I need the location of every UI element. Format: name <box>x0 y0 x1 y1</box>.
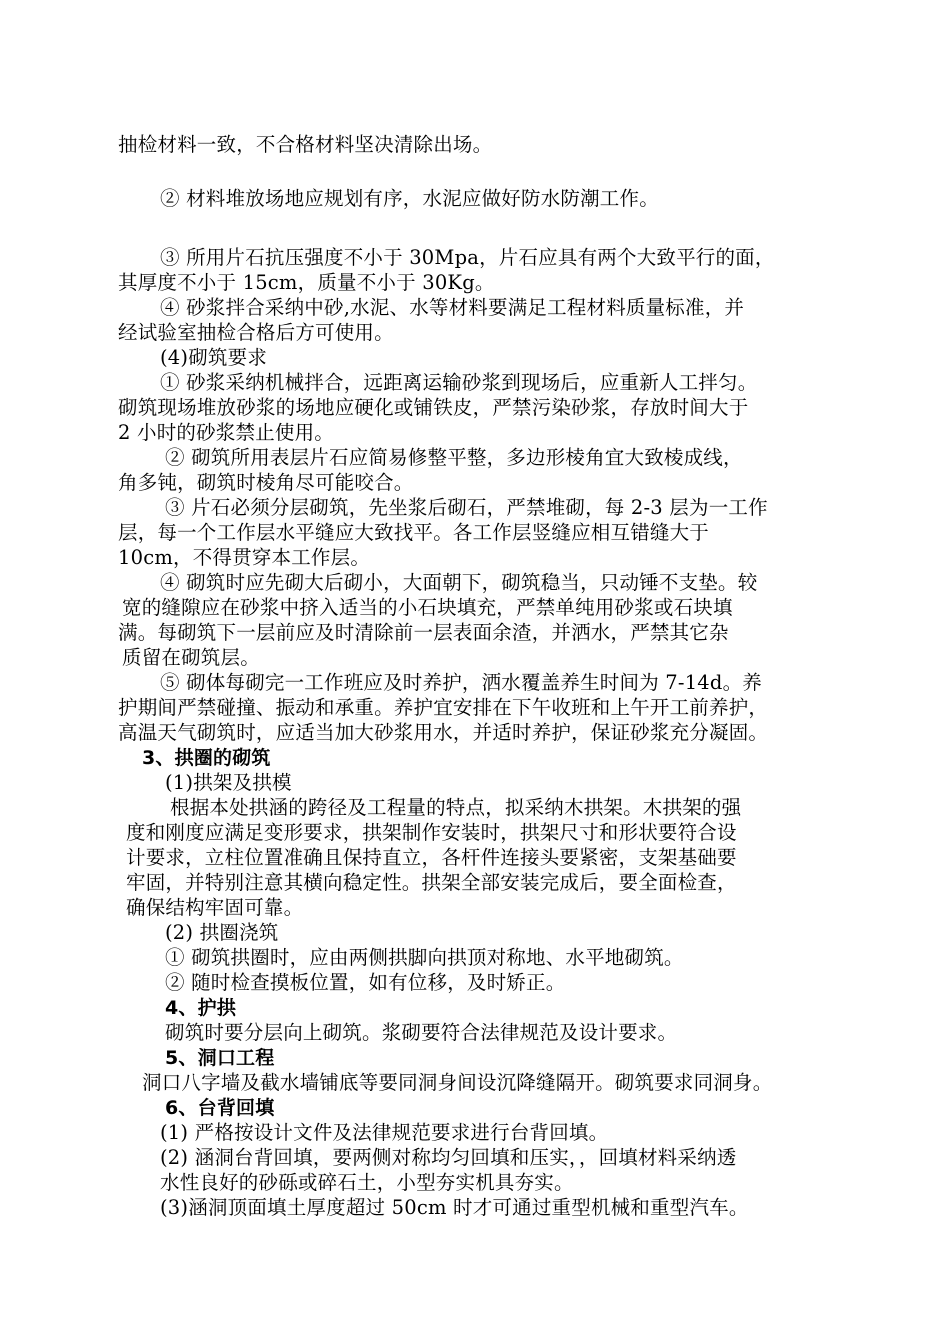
text-line: 水性良好的砂砾或碎石土，小型夯实机具夯实。 <box>160 1171 574 1194</box>
text-line: 高温天气砌筑时，应适当加大砂浆用水，并适时养护，保证砂浆充分凝固。 <box>118 721 769 744</box>
text-line: 牢固，并特别注意其横向稳定性。拱架全部安装完成后，要全面检查， <box>126 871 737 894</box>
text-line: 护期间严禁碰撞、振动和承重。养护宜安排在下午收班和上午开工前养护， <box>118 696 769 719</box>
text-line: ⑤ 砌体每砌完一工作班应及时养护，洒水覆盖养生时间为 7-14d。养 <box>160 671 762 694</box>
text-line: ③ 所用片石抗压强度不小于 30Mpa，片石应具有两个大致平行的面， <box>160 246 775 269</box>
text-line: 层，每一个工作层水平缝应大致找平。各工作层竖缝应相互错缝大于 <box>118 521 710 544</box>
text-line: 2 小时的砂浆禁止使用。 <box>118 421 335 444</box>
text-line: ① 砌筑拱圈时，应由两侧拱脚向拱顶对称地、水平地砌筑。 <box>165 946 684 969</box>
section-subheading: (4)砌筑要求 <box>160 346 268 369</box>
text-line: (3)涵洞顶面填土厚度超过 50cm 时才可通过重型机械和重型汽车。 <box>160 1196 749 1219</box>
section-heading: 4、护拱 <box>165 997 237 1019</box>
section-subheading: (1)拱架及拱模 <box>165 771 292 794</box>
text-line: 确保结构牢固可靠。 <box>126 896 304 919</box>
text-line: ① 砂浆采纳机械拌合，远距离运输砂浆到现场后，应重新人工拌匀。 <box>160 371 758 394</box>
text-line: ④ 砂浆拌合采纳中砂,水泥、水等材料要满足工程材料质量标准，并 <box>160 296 745 319</box>
text-line: 10cm，不得贯穿本工作层。 <box>118 546 371 569</box>
text-line: ② 随时检查摸板位置，如有位移，及时矫正。 <box>165 971 566 994</box>
section-heading: 3、拱圈的砌筑 <box>142 747 271 769</box>
text-line: (1) 严格按设计文件及法律规范要求进行台背回填。 <box>160 1121 609 1144</box>
text-line: 其厚度不小于 15cm，质量不小于 30Kg。 <box>118 271 495 294</box>
text-line: ② 材料堆放场地应规划有序，水泥应做好防水防潮工作。 <box>160 187 659 210</box>
section-heading: 6、台背回填 <box>165 1097 275 1119</box>
text-line: 砌筑现场堆放砂浆的场地应硬化或铺铁皮，严禁污染砂浆，存放时间大于 <box>118 396 749 419</box>
text-line: ③ 片石必须分层砌筑，先坐浆后砌石，严禁堆砌，每 2-3 层为一工作 <box>165 496 768 519</box>
text-line: 洞口八字墙及截水墙铺底等要同洞身间设沉降缝隔开。砌筑要求同洞身。 <box>142 1071 773 1094</box>
text-line: ④ 砌筑时应先砌大后砌小，大面朝下，砌筑稳当，只动锤不支垫。较 <box>160 571 758 594</box>
text-line: 宽的缝隙应在砂浆中挤入适当的小石块填充，严禁单纯用砂浆或石块填 <box>122 596 733 619</box>
text-line: (2) 涵洞台背回填，要两侧对称均匀回填和压实，，回填材料采纳透 <box>160 1146 737 1169</box>
section-heading: 5、洞口工程 <box>165 1047 275 1069</box>
text-line: 抽检材料一致，不合格材料坚决清除出场。 <box>118 133 493 156</box>
text-line: 砌筑时要分层向上砌筑。浆砌要符合法律规范及设计要求。 <box>165 1021 678 1044</box>
text-line: 根据本处拱涵的跨径及工程量的特点，拟采纳木拱架。木拱架的强 <box>170 796 742 819</box>
text-line: 计要求，立柱位置准确且保持直立，各杆件连接头要紧密，支架基础要 <box>126 846 737 869</box>
text-line: 满。每砌筑下一层前应及时清除前一层表面余渣，并洒水，严禁其它杂 <box>118 621 729 644</box>
text-line: 角多钝，砌筑时棱角尽可能咬合。 <box>118 471 414 494</box>
text-line: 度和刚度应满足变形要求，拱架制作安装时，拱架尺寸和形状要符合设 <box>126 821 737 844</box>
text-line: ② 砌筑所用表层片石应简易修整平整，多边形棱角宜大致棱成线， <box>165 446 743 469</box>
text-line: 质留在砌筑层。 <box>122 646 260 669</box>
section-subheading: (2) 拱圈浇筑 <box>165 921 279 944</box>
text-line: 经试验室抽检合格后方可使用。 <box>118 321 394 344</box>
